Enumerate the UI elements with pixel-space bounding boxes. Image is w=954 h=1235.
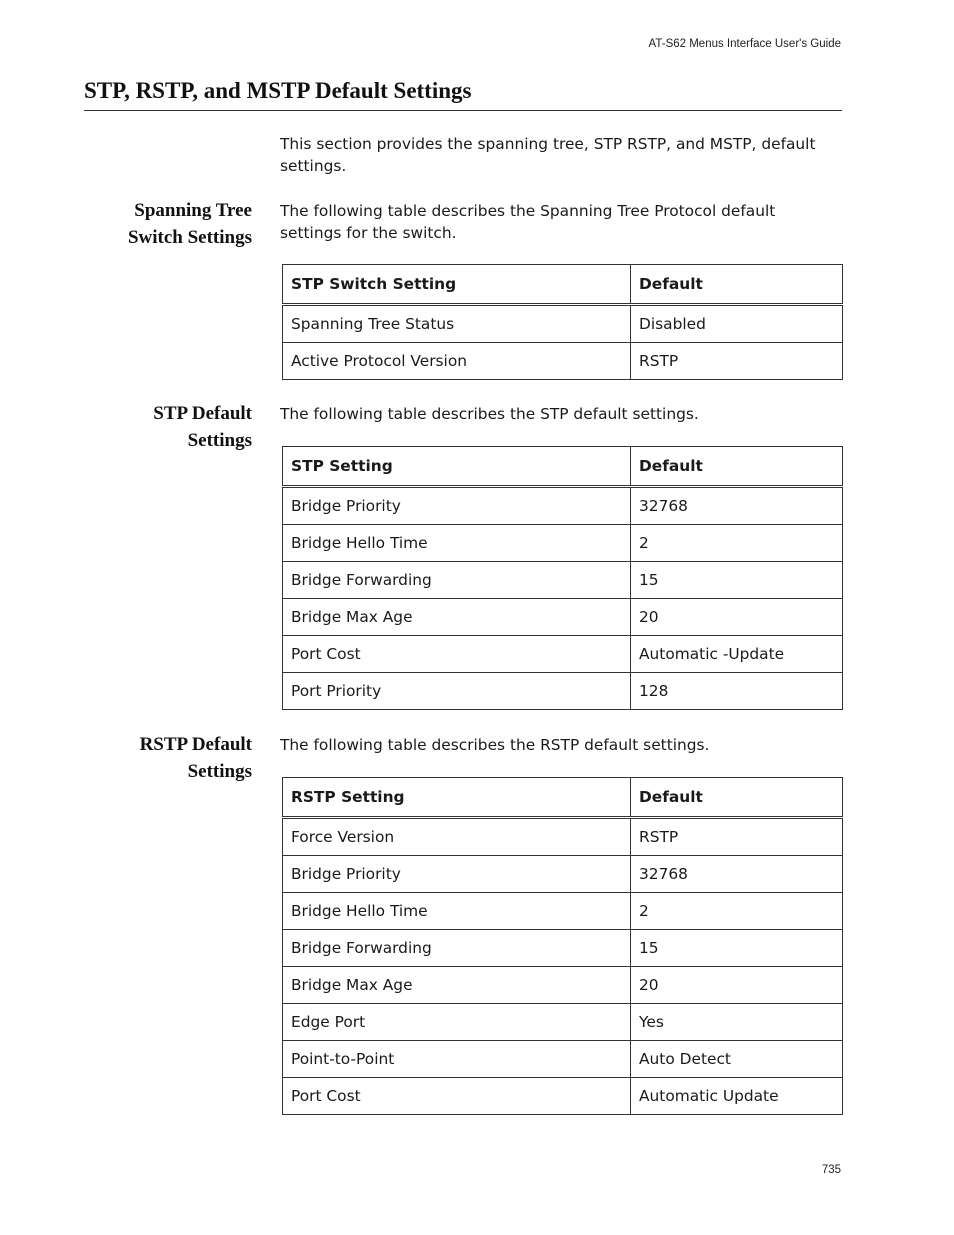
setting-cell: Port Cost: [283, 636, 631, 673]
table-row: [283, 893, 843, 930]
stp-settings-table: [282, 446, 843, 710]
setting-cell: Bridge Forwarding: [283, 562, 631, 599]
section-intro: This section provides the spanning tree, STP RSTP, and MSTP, default settings.: [280, 135, 816, 175]
side-heading-line: STP Default: [153, 403, 252, 424]
section-title: STP, RSTP, and MSTP Default Settings: [84, 78, 472, 103]
default-cell: Disabled: [631, 305, 843, 343]
table-row: [283, 525, 843, 562]
table-row: [283, 856, 843, 893]
title-rule: [84, 110, 842, 111]
default-cell: 32768: [631, 856, 843, 893]
rstp-settings-description: The following table describes the RSTP default settings.: [280, 736, 710, 754]
setting-cell: Active Protocol Version: [283, 343, 631, 380]
default-cell: 15: [631, 930, 843, 967]
table-row: [283, 1004, 843, 1041]
stp-switch-settings-table: [282, 264, 843, 380]
table-row: [283, 673, 843, 710]
setting-cell: Edge Port: [283, 1004, 631, 1041]
default-cell: Auto Detect: [631, 1041, 843, 1078]
table-header-row: [283, 778, 843, 818]
default-cell: 32768: [631, 487, 843, 525]
table-row: [283, 1078, 843, 1115]
column-header: Default: [631, 778, 843, 818]
side-heading-stp-settings: [60, 400, 252, 454]
page-number: 735: [821, 1164, 841, 1176]
setting-cell: Bridge Max Age: [283, 967, 631, 1004]
default-cell: 2: [631, 525, 843, 562]
switch-settings-description: The following table describes the Spanning Tree Protocol default settings for the switch.: [280, 202, 776, 242]
side-heading-line: Settings: [187, 430, 252, 451]
default-cell: 128: [631, 673, 843, 710]
running-head: AT-S62 Menus Interface User's Guide: [648, 38, 841, 50]
table-header-row: [283, 265, 843, 305]
setting-cell: Bridge Forwarding: [283, 930, 631, 967]
setting-cell: Bridge Hello Time: [283, 525, 631, 562]
table-header-row: [283, 447, 843, 487]
column-header: Default: [631, 265, 843, 305]
default-cell: RSTP: [631, 818, 843, 856]
table-row: [283, 636, 843, 673]
setting-cell: Bridge Priority: [283, 487, 631, 525]
table-row: [283, 343, 843, 380]
setting-cell: Spanning Tree Status: [283, 305, 631, 343]
table-row: [283, 599, 843, 636]
side-heading-line: Switch Settings: [127, 227, 252, 248]
column-header: Default: [631, 447, 843, 487]
rstp-settings-table: [282, 777, 843, 1115]
column-header: RSTP Setting: [283, 778, 631, 818]
column-header: STP Setting: [283, 447, 631, 487]
setting-cell: Bridge Hello Time: [283, 893, 631, 930]
default-cell: 20: [631, 967, 843, 1004]
side-heading-line: RSTP Default: [139, 734, 252, 755]
setting-cell: Port Cost: [283, 1078, 631, 1115]
setting-cell: Point-to-Point: [283, 1041, 631, 1078]
side-heading-line: Settings: [187, 761, 252, 782]
default-cell: Yes: [631, 1004, 843, 1041]
default-cell: Automatic -Update: [631, 636, 843, 673]
table-row: [283, 818, 843, 856]
default-cell: 15: [631, 562, 843, 599]
table-row: [283, 967, 843, 1004]
table-row: [283, 1041, 843, 1078]
table-row: [283, 562, 843, 599]
stp-settings-description: The following table describes the STP default settings.: [280, 405, 699, 423]
side-heading-rstp-settings: [60, 731, 252, 785]
side-heading-switch-settings: [60, 197, 252, 251]
default-cell: 20: [631, 599, 843, 636]
default-cell: Automatic Update: [631, 1078, 843, 1115]
table-row: [283, 305, 843, 343]
table-row: [283, 930, 843, 967]
setting-cell: Port Priority: [283, 673, 631, 710]
default-cell: RSTP: [631, 343, 843, 380]
setting-cell: Bridge Max Age: [283, 599, 631, 636]
default-cell: 2: [631, 893, 843, 930]
setting-cell: Force Version: [283, 818, 631, 856]
side-heading-line: Spanning Tree: [134, 200, 252, 221]
column-header: STP Switch Setting: [283, 265, 631, 305]
setting-cell: Bridge Priority: [283, 856, 631, 893]
table-row: [283, 487, 843, 525]
